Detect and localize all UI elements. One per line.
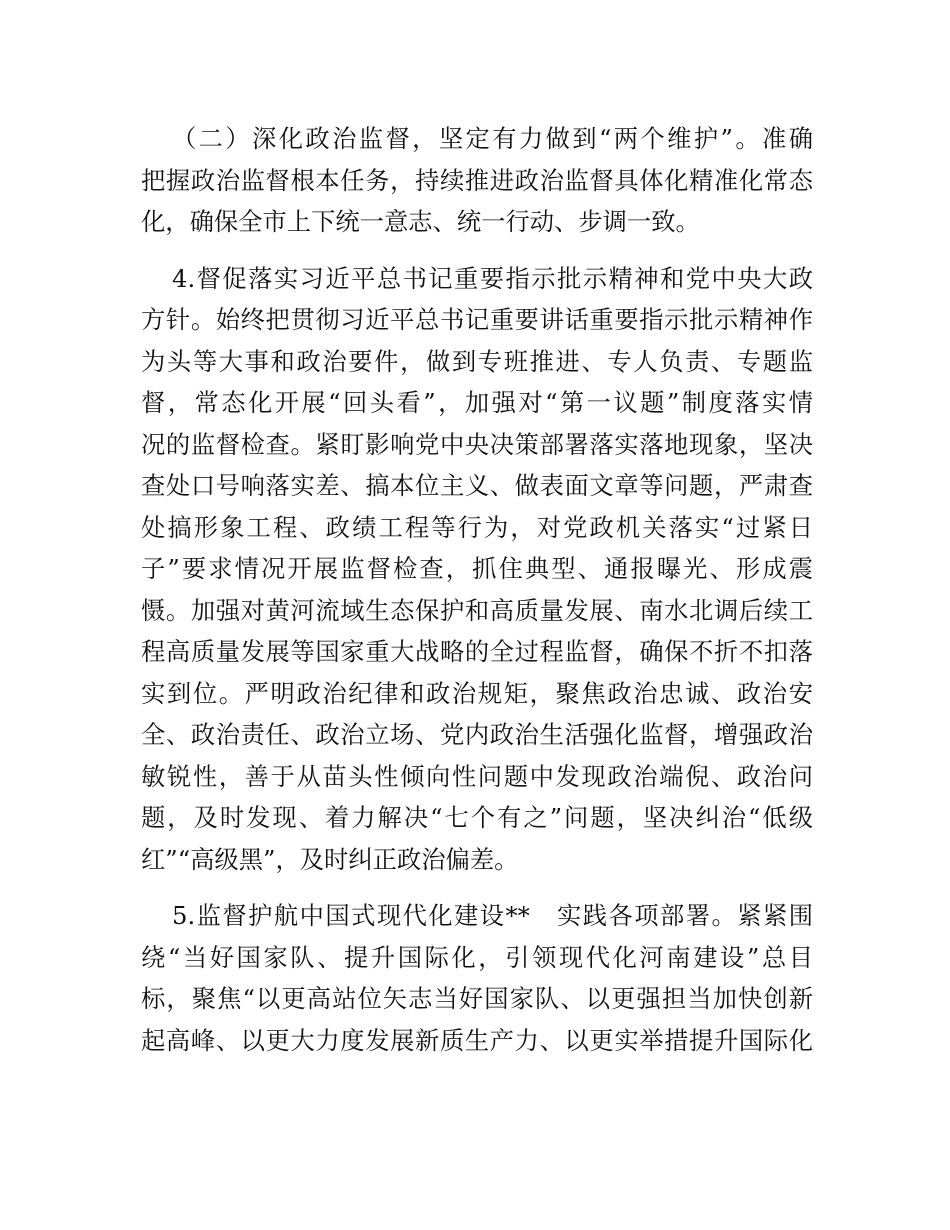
text-line: 查处口号响落实差、搞本位主义、做表面文章等问题，严肃查 — [141, 471, 813, 500]
text-line: 5.监督护航中国式现代化建设** 实践各项部署。紧紧围 — [172, 901, 813, 930]
text-line: 全、政治责任、政治立场、党内政治生活强化监督，增强政治 — [141, 720, 813, 749]
text-line: 敏锐性，善于从苗头性倾向性问题中发现政治端倪、政治问 — [141, 761, 813, 791]
document-body — [141, 118, 813, 1076]
text-line: 4.督促落实习近平总书记重要指示批示精神和党中央大政 — [172, 263, 813, 293]
text-line: 把握政治监督根本任务，持续推进政治监督具体化精准化常态 — [141, 165, 813, 195]
paragraph-item-4 — [141, 258, 813, 881]
text-line: 绕“当好国家队、提升国际化，引领现代化河南建设”总目 — [141, 942, 813, 972]
text-line: （二）深化政治监督，坚定有力做到“两个维护”。准确 — [172, 124, 813, 153]
paragraph-section-2-heading — [141, 118, 813, 243]
text-line: 题，及时发现、着力解决“七个有之”问题，坚决纠治“低级 — [141, 803, 813, 832]
paragraph-item-5 — [141, 895, 813, 1061]
text-line: 标，聚焦“以更高站位矢志当好国家队、以更强担当加快创新 — [141, 984, 813, 1013]
text-line: 实到位。严明政治纪律和政治规矩，聚焦政治忠诚、政治安 — [141, 678, 813, 708]
text-line: 况的监督检查。紧盯影响党中央决策部署落实落地现象，坚决 — [141, 429, 813, 459]
text-line: 为头等大事和政治要件，做到专班推进、专人负责、专题监 — [141, 346, 813, 376]
text-line: 督，常态化开展“回头看”，加强对“第一议题”制度落实情 — [141, 388, 813, 417]
text-line: 方针。始终把贯彻习近平总书记重要讲话重要指示批示精神作 — [141, 305, 813, 334]
text-line: 化，确保全市上下统一意志、统一行动、步调一致。 — [141, 207, 700, 236]
text-line: 子”要求情况开展监督检查，抓住典型、通报曝光、形成震 — [141, 554, 813, 583]
text-line: 起高峰、以更大力度发展新质生产力、以更实举措提升国际化 — [141, 1025, 813, 1055]
text-line: 程高质量发展等国家重大战略的全过程监督，确保不折不扣落 — [141, 637, 813, 666]
text-line: 红”“高级黑”，及时纠正政治偏差。 — [141, 844, 519, 874]
text-line: 处搞形象工程、政绩工程等行为，对党政机关落实“过紧日 — [141, 512, 813, 542]
text-line: 慑。加强对黄河流域生态保护和高质量发展、南水北调后续工 — [141, 595, 813, 625]
